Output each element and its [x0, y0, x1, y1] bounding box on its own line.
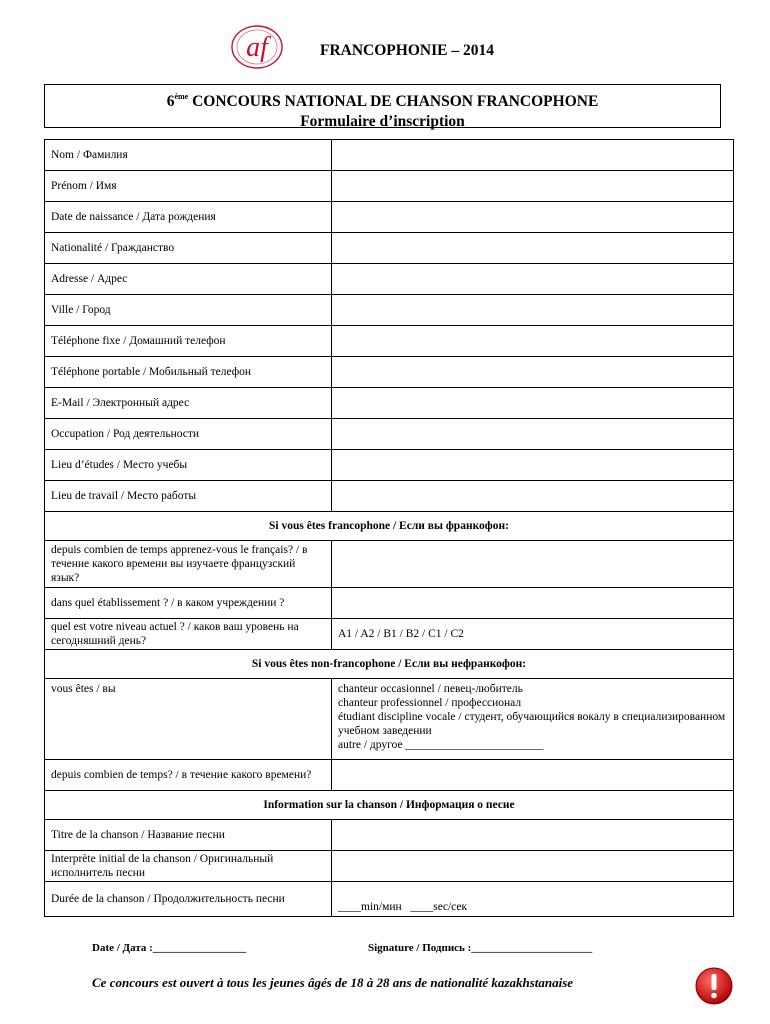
- prenom-input-cell[interactable]: [332, 171, 734, 202]
- section-heading: Information sur la chanson / Информация о песне: [45, 791, 734, 820]
- phone-fixed-input-cell[interactable]: [332, 326, 734, 357]
- status-option-student[interactable]: étudiant discipline vocale / студент, обучающийся вокалу в специализированном учебном заведении: [338, 711, 726, 737]
- form-row-study-place: [45, 450, 734, 481]
- field-label: Adresse / Адрес: [45, 264, 332, 295]
- email-input-cell[interactable]: [332, 388, 734, 419]
- phone-mobile-input-cell[interactable]: [332, 357, 734, 388]
- form-row-address: [45, 264, 734, 295]
- page-header-title: FRANCOPHONIE – 2014: [320, 42, 494, 59]
- form-row-phone-mobile: [45, 357, 734, 388]
- form-row-city: [45, 295, 734, 326]
- field-label: Durée de la chanson / Продолжительность песни: [45, 882, 332, 917]
- address-input-cell[interactable]: [332, 264, 734, 295]
- occupation-input-cell[interactable]: [332, 419, 734, 450]
- french-duration-input-cell[interactable]: [332, 541, 734, 588]
- af-logo-icon: [228, 22, 286, 72]
- section-non-francophone: [45, 650, 734, 679]
- field-label: Interprète initial de la chanson / Оригинальный исполнитель песни: [45, 851, 332, 882]
- section-francophone: [45, 512, 734, 541]
- form-row-original-performer: [45, 851, 734, 882]
- form-row-singing-duration: [45, 760, 734, 791]
- level-options-cell[interactable]: A1 / A2 / B1 / B2 / C1 / C2: [332, 619, 734, 650]
- field-label: Lieu d’études / Место учебы: [45, 450, 332, 481]
- logo-text: af: [246, 32, 268, 63]
- form-row-level: [45, 619, 734, 650]
- city-input-cell[interactable]: [332, 295, 734, 326]
- work-place-input-cell[interactable]: [332, 481, 734, 512]
- field-label: E-Mail / Электронный адрес: [45, 388, 332, 419]
- field-label: Téléphone portable / Мобильный телефон: [45, 357, 332, 388]
- field-label: vous êtes / вы: [45, 679, 332, 760]
- field-label: quel est votre niveau actuel ? / каков ваш уровень на сегодняшний день?: [45, 619, 332, 650]
- status-option-professional[interactable]: chanteur professionnel / профессионал: [338, 697, 522, 709]
- field-label: depuis combien de temps apprenez-vous le français? / в течение какого времени вы изучаете французский язык?: [45, 541, 332, 588]
- registration-form-table: [44, 139, 734, 917]
- eligibility-notice: Ce concours est ouvert à tous les jeunes âgés de 18 à 28 ans de nationalité kazakhstanaise: [92, 975, 574, 990]
- form-row-school: [45, 588, 734, 619]
- form-row-nom: [45, 140, 734, 171]
- study-place-input-cell[interactable]: [332, 450, 734, 481]
- field-label: dans quel établissement ? / в каком учреждении ?: [45, 588, 332, 619]
- field-label: Occupation / Род деятельности: [45, 419, 332, 450]
- section-heading: Si vous êtes francophone / Если вы франкофон:: [45, 512, 734, 541]
- field-label: Nom / Фамилия: [45, 140, 332, 171]
- form-row-birthdate: [45, 202, 734, 233]
- song-title-input-cell[interactable]: [332, 820, 734, 851]
- original-performer-input-cell[interactable]: [332, 851, 734, 882]
- date-field[interactable]: Date / Дата :_________________: [92, 942, 247, 954]
- singing-duration-input-cell[interactable]: [332, 760, 734, 791]
- school-input-cell[interactable]: [332, 588, 734, 619]
- nom-input-cell[interactable]: [332, 140, 734, 171]
- field-label: Lieu de travail / Место работы: [45, 481, 332, 512]
- field-label: Prénom / Имя: [45, 171, 332, 202]
- form-row-french-duration: [45, 541, 734, 588]
- exclamation-warning-icon: [694, 966, 734, 1006]
- form-row-email: [45, 388, 734, 419]
- form-title-box: [44, 84, 721, 128]
- contest-title: 6ème CONCOURS NATIONAL DE CHANSON FRANCOPHONE: [166, 92, 599, 110]
- form-row-nationality: [45, 233, 734, 264]
- section-song-info: [45, 791, 734, 820]
- section-heading: Si vous êtes non-francophone / Если вы нефранкофон:: [45, 650, 734, 679]
- status-option-amateur[interactable]: chanteur occasionnel / певец-любитель: [338, 683, 523, 695]
- form-row-occupation: [45, 419, 734, 450]
- birthdate-input-cell[interactable]: [332, 202, 734, 233]
- field-label: Date de naissance / Дата рождения: [45, 202, 332, 233]
- form-row-song-duration: [45, 882, 734, 917]
- song-duration-input-cell[interactable]: ____min/мин ____sec/сек: [332, 882, 734, 917]
- field-label: Téléphone fixe / Домашний телефон: [45, 326, 332, 357]
- field-label: Titre de la chanson / Название песни: [45, 820, 332, 851]
- field-label: Ville / Город: [45, 295, 332, 326]
- form-row-phone-fixed: [45, 326, 734, 357]
- field-label: Nationalité / Гражданство: [45, 233, 332, 264]
- form-row-song-title: [45, 820, 734, 851]
- form-subtitle: Formulaire d’inscription: [300, 113, 465, 130]
- nationality-input-cell[interactable]: [332, 233, 734, 264]
- signature-field[interactable]: Signature / Подпись :______________________: [368, 942, 593, 954]
- form-row-status: [45, 679, 734, 760]
- status-options-cell[interactable]: [332, 679, 734, 760]
- form-row-work-place: [45, 481, 734, 512]
- field-label: depuis combien de temps? / в течение какого времени?: [45, 760, 332, 791]
- status-option-other[interactable]: autre / другое ________________________: [338, 739, 544, 751]
- form-row-prenom: [45, 171, 734, 202]
